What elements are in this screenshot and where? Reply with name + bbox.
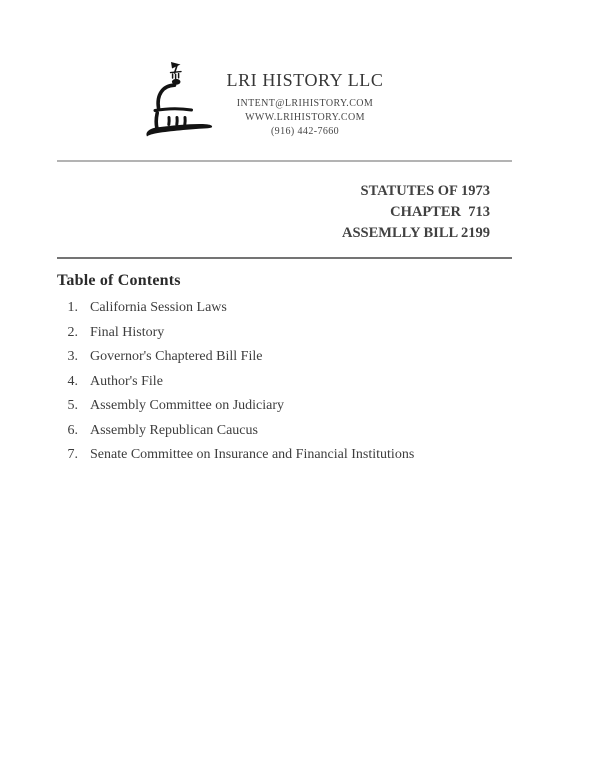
toc-item bbox=[57, 300, 414, 325]
toc-item bbox=[57, 374, 414, 399]
toc-item bbox=[57, 325, 414, 350]
toc-item-label: Assembly Committee on Judiciary bbox=[90, 398, 285, 413]
phone-text: (916) 442-7660 bbox=[270, 126, 340, 137]
website-text: WWW.LRIHISTORY.COM bbox=[245, 112, 365, 123]
toc-item-number: 2. bbox=[67, 324, 78, 340]
statutes-year-line: STATUTES OF 1973 bbox=[360, 183, 490, 199]
letterhead bbox=[205, 70, 405, 139]
toc-item-number: 4. bbox=[67, 373, 78, 389]
toc-item-label: Final History bbox=[90, 324, 165, 340]
toc-item-label: Assembly Republican Caucus bbox=[90, 422, 258, 438]
toc-item-number: 6. bbox=[67, 422, 78, 438]
toc-item bbox=[57, 423, 414, 448]
toc-item bbox=[57, 349, 414, 374]
company-name: LRI HISTORY LLC bbox=[226, 70, 384, 90]
toc-item bbox=[57, 398, 414, 423]
toc-item-number: 7. bbox=[67, 447, 78, 462]
email-text: INTENT@LRIHISTORY.COM bbox=[236, 98, 374, 109]
toc-item-label: Senate Committee on Insurance and Financial Institutions bbox=[90, 447, 415, 462]
divider-bottom bbox=[57, 257, 512, 259]
assembly-bill-line: ASSEMLLY BILL 2199 bbox=[341, 225, 490, 241]
toc-item-label: Governor's Chaptered Bill File bbox=[90, 349, 263, 364]
statute-reference-block bbox=[342, 181, 490, 244]
toc-item bbox=[57, 447, 414, 472]
toc-list bbox=[57, 300, 414, 472]
chapter-line: CHAPTER 713 bbox=[390, 204, 490, 220]
toc-item-number: 1. bbox=[67, 300, 78, 315]
toc-item-number: 5. bbox=[67, 398, 78, 413]
toc-item-label: Author's File bbox=[90, 373, 163, 389]
toc-item-label: California Session Laws bbox=[90, 300, 227, 315]
divider-top bbox=[57, 160, 512, 162]
toc-item-number: 3. bbox=[67, 349, 78, 364]
toc-heading: Table of Contents bbox=[57, 272, 181, 289]
